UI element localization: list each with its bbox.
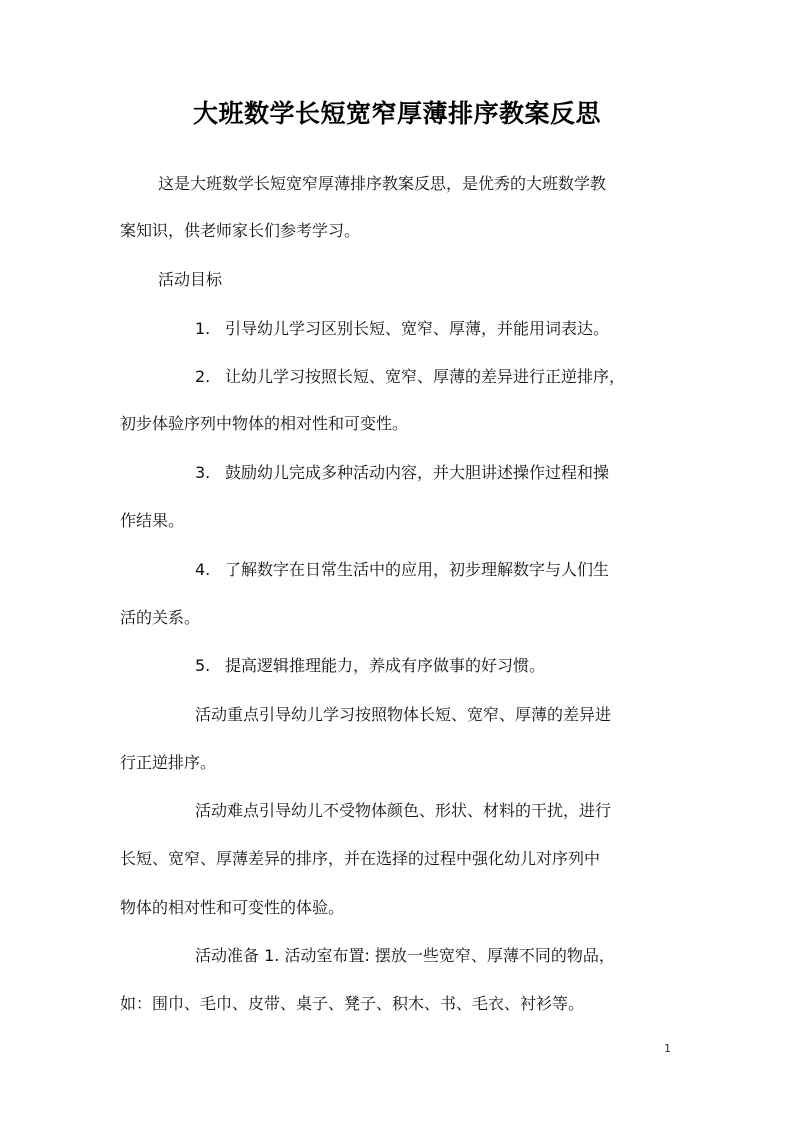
objective-number: 4. bbox=[195, 560, 211, 579]
intro-line-1: 这是大班数学长短宽窄厚薄排序教案反思，是优秀的大班数学教 bbox=[158, 174, 607, 193]
objective-number: 1. bbox=[195, 319, 211, 338]
objective-item-3 bbox=[195, 461, 609, 485]
page-number: 1 bbox=[664, 1042, 671, 1055]
objective-text: 鼓励幼儿完成多种活动内容，并大胆讲述操作过程和操 bbox=[225, 463, 610, 482]
key-point-line-2: 行正逆排序。 bbox=[120, 753, 217, 772]
objective-number: 3. bbox=[195, 463, 211, 482]
objective-text: 引导幼儿学习区别长短、宽窄、厚薄，并能用词表达。 bbox=[225, 319, 610, 338]
objective-item-5 bbox=[195, 654, 545, 678]
objective-continuation: 作结果。 bbox=[120, 511, 185, 530]
objective-number: 2. bbox=[195, 367, 211, 386]
difficulty-line-1: 活动难点引导幼儿不受物体颜色、形状、材料的干扰，进行 bbox=[195, 801, 612, 820]
preparation-line-1: 活动准备 1. 活动室布置: 摆放一些宽窄、厚薄不同的物品， bbox=[195, 946, 615, 965]
difficulty-line-2: 长短、宽窄、厚薄差异的排序，并在选择的过程中强化幼儿对序列中 bbox=[120, 849, 601, 868]
objectives-heading: 活动目标 bbox=[158, 270, 223, 289]
difficulty-line-3: 物体的相对性和可变性的体验。 bbox=[120, 898, 345, 917]
objective-item-1 bbox=[195, 317, 609, 341]
objective-text: 让幼儿学习按照长短、宽窄、厚薄的差异进行正逆排序， bbox=[225, 367, 626, 386]
objective-item-2 bbox=[195, 365, 625, 389]
objective-text: 提高逻辑推理能力，养成有序做事的好习惯。 bbox=[225, 656, 546, 675]
objective-continuation: 活的关系。 bbox=[120, 608, 201, 627]
intro-line-2: 案知识，供老师家长们参考学习。 bbox=[120, 221, 361, 240]
objective-continuation: 初步体验序列中物体的相对性和可变性。 bbox=[120, 414, 409, 433]
key-point-line-1: 活动重点引导幼儿学习按照物体长短、宽窄、厚薄的差异进 bbox=[195, 705, 612, 724]
preparation-line-2: 如：围巾、毛巾、皮带、桌子、凳子、积木、书、毛衣、衬衫等。 bbox=[120, 994, 585, 1013]
objective-text: 了解数字在日常生活中的应用，初步理解数字与人们生 bbox=[225, 560, 610, 579]
objective-number: 5. bbox=[195, 656, 211, 675]
objective-item-4 bbox=[195, 558, 609, 582]
document-title: 大班数学长短宽窄厚薄排序教案反思 bbox=[192, 99, 601, 128]
